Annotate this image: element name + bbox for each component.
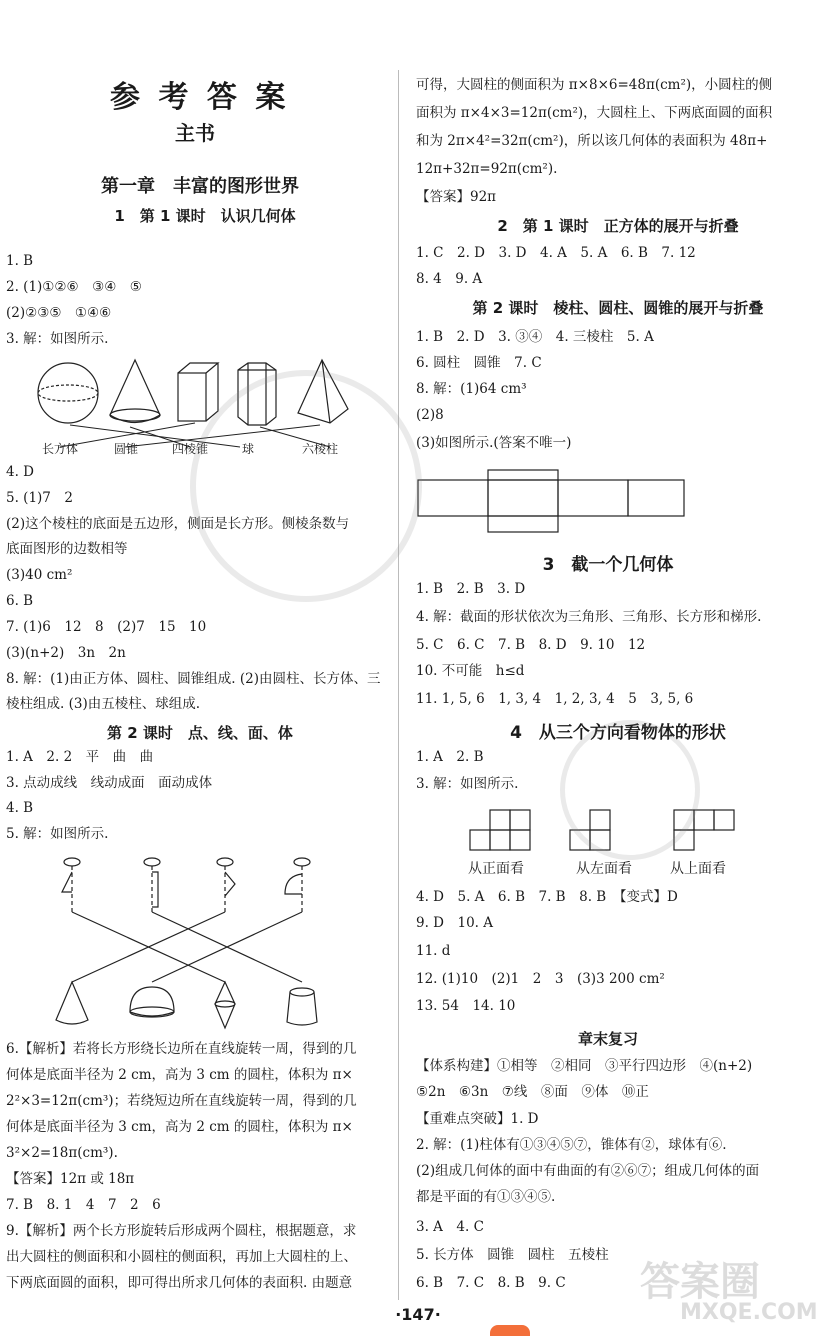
figure-label: 四棱锥 (172, 442, 209, 456)
figure-label: 球 (242, 442, 255, 456)
answer-line: 1. B 2. D 3. ③④ 4. 三棱柱 5. A (416, 329, 654, 345)
answer-line: 何体是底面半径为 2 cm，高为 3 cm 的圆柱，体积为 π× (6, 1067, 353, 1083)
page-subtitle: 主书 (175, 121, 215, 145)
answer-line: 何体是底面半径为 3 cm，高为 2 cm 的圆柱，体积为 π× (6, 1119, 353, 1135)
answer-line: 【答案】12π 或 18π (6, 1171, 135, 1187)
answer-line: 1. C 2. D 3. D 4. A 5. A 6. B 7. 12 (416, 245, 696, 261)
answer-line: 1. A 2. 2 平 曲 曲 (6, 749, 154, 765)
answer-line: 4. 解：截面的形状依次为三角形、三角形、长方形和梯形. (416, 609, 762, 625)
answer-line: 3. A 4. C (416, 1219, 484, 1235)
answer-line: 4. D (6, 464, 34, 480)
answer-line: 3²×2=18π(cm³). (6, 1145, 118, 1161)
rotation-figure (40, 852, 360, 1032)
frustum-shape (287, 992, 317, 1025)
answer-line: 2²×3=12π(cm³)；若绕短边所在直线旋转一周，得到的几 (6, 1093, 357, 1109)
answer-line: 【答案】92π (416, 189, 497, 205)
answer-line: 【体系构建】①相等 ②相同 ③平行四边形 ④(n+2) (416, 1058, 753, 1074)
section-heading: 4 从三个方向看物体的形状 (510, 723, 726, 743)
answer-line: 7. (1)6 12 8 (2)7 15 10 (6, 619, 207, 635)
answer-line: 11. 1, 5, 6 1, 3, 4 1, 2, 3, 4 5 3, 5, 6 (416, 691, 694, 707)
answer-line: 6. B (6, 593, 34, 609)
page-number: ·147· (395, 1305, 441, 1324)
answer-line: (3)(n+2) 3n 2n (6, 645, 126, 661)
page-title: 参 考 答 案 (110, 80, 290, 115)
answer-line: (2)②③⑤ ①④⑥ (6, 305, 112, 321)
section-heading: 1 第 1 课时 认识几何体 (114, 207, 296, 225)
answer-line: 3. 解：如图所示. (6, 331, 109, 347)
cuboid-net-figure (416, 468, 696, 538)
column-divider (398, 70, 399, 1300)
answer-line: 12π+32π=92π(cm²). (416, 161, 558, 177)
sphere-shape (38, 363, 98, 423)
answer-line: 4. B (6, 800, 34, 816)
hemisphere-shape (130, 987, 174, 1016)
answer-line: 【重难点突破】1. D (416, 1111, 539, 1127)
figure-label: 六棱柱 (302, 442, 339, 456)
view-label-left: 从左面看 (576, 861, 632, 877)
section-heading: 章末复习 (577, 1030, 638, 1048)
answer-line: 可得，大圆柱的侧面积为 π×8×6=48π(cm²)，小圆柱的侧 (416, 77, 773, 93)
answer-line: 5. (1)7 2 (6, 490, 73, 506)
answer-line: (3)40 cm² (6, 567, 73, 583)
answer-line: 7. B 8. 1 4 7 2 6 (6, 1197, 161, 1213)
answer-line: (2)这个棱柱的底面是五边形，侧面是长方形。侧棱条数与 (6, 516, 350, 532)
answer-line: 4. D 5. A 6. B 7. B 8. B 【变式】D (416, 889, 678, 905)
answer-line: 6.【解析】若将长方形绕长边所在直线旋转一周，得到的几 (6, 1041, 357, 1057)
answer-line: (2)8 (416, 407, 444, 423)
answer-line: 1. B 2. B 3. D (416, 581, 526, 597)
answer-line: 9. D 10. A (416, 915, 494, 931)
answer-line: 10. 不可能 h≤d (416, 663, 525, 679)
figure-label: 圆锥 (114, 442, 139, 456)
chapter-heading: 第一章 丰富的图形世界 (101, 176, 299, 197)
answer-line: 3. 点动成线 线动成面 面动成体 (6, 775, 213, 791)
answer-line: 5. C 6. C 7. B 8. D 9. 10 12 (416, 637, 646, 653)
cone-shape (110, 360, 160, 423)
stamp-watermark (190, 370, 422, 602)
answer-line: 3. 解：如图所示. (416, 776, 519, 792)
cone-shape (56, 982, 88, 1024)
answer-line: 13. 54 14. 10 (416, 998, 516, 1014)
answer-line: 5. 长方体 圆锥 圆柱 五棱柱 (416, 1247, 609, 1263)
answer-line: 9.【解析】两个长方形旋转后形成两个圆柱，根据题意，求 (6, 1223, 357, 1239)
section-heading: 第 2 课时 点、线、面、体 (107, 724, 293, 742)
view-label-top: 从上面看 (670, 861, 726, 877)
answer-line: 1. A 2. B (416, 749, 484, 765)
answer-line: 5. 解：如图所示. (6, 826, 109, 842)
answer-line: 8. 解：(1)由正方体、圆柱、圆锥组成. (2)由圆柱、长方体、三 (6, 671, 381, 687)
answer-line: 底面图形的边数相等 (6, 541, 128, 557)
answer-line: 下两底面圆的面积，即可得出所求几何体的表面积. 由题意 (6, 1275, 353, 1291)
answer-line: (3)如图所示.(答案不唯一) (416, 435, 572, 451)
answer-line: (2)组成几何体的面中有曲面的有②⑥⑦；组成几何体的面 (416, 1163, 760, 1179)
answer-line: 11. d (416, 943, 451, 959)
answer-line: 面积为 π×4×3=12π(cm²)，大圆柱上、下两底面圆的面积 (416, 105, 773, 121)
answer-line: 都是平面的有①③④⑤. (416, 1189, 556, 1205)
box-shape (178, 373, 206, 421)
answer-line: ⑤2n ⑥3n ⑦线 ⑧面 ⑨体 ⑩正 (416, 1084, 649, 1100)
double-cone-shape (215, 982, 235, 1028)
url-watermark: MXQE.COM (680, 1300, 818, 1325)
corner-watermark: 答案圈 (640, 1259, 760, 1305)
answer-line: 8. 解：(1)64 cm³ (416, 381, 527, 397)
page-tab-decoration (490, 1325, 530, 1336)
answer-line: 8. 4 9. A (416, 271, 483, 287)
section-heading: 2 第 1 课时 正方体的展开与折叠 (497, 217, 739, 235)
answer-line: 2. (1)①②⑥ ③④ ⑤ (6, 279, 142, 295)
answer-line: 棱柱组成. (3)由五棱柱、球组成. (6, 696, 200, 712)
answer-line: 6. 圆柱 圆锥 7. C (416, 355, 542, 371)
answer-line: 1. B (6, 253, 34, 269)
answer-line: 和为 2π×4²=32π(cm²)，所以该几何体的表面积为 48π+ (416, 133, 768, 149)
answer-line: 2. 解：(1)柱体有①③④⑤⑦，锥体有②，球体有⑥. (416, 1137, 727, 1153)
answer-line: 6. B 7. C 8. B 9. C (416, 1275, 566, 1291)
view-label-front: 从正面看 (468, 861, 524, 877)
stamp-watermark (560, 720, 700, 860)
section-heading: 第 2 课时 棱柱、圆柱、圆锥的展开与折叠 (472, 299, 764, 317)
answer-line: 12. (1)10 (2)1 2 3 (3)3 200 cm² (416, 971, 665, 987)
figure-label: 长方体 (42, 442, 79, 456)
section-heading: 3 截一个几何体 (542, 555, 674, 575)
answer-line: 出大圆柱的侧面积和小圆柱的侧面积，再加上大圆柱的上、 (6, 1249, 357, 1265)
